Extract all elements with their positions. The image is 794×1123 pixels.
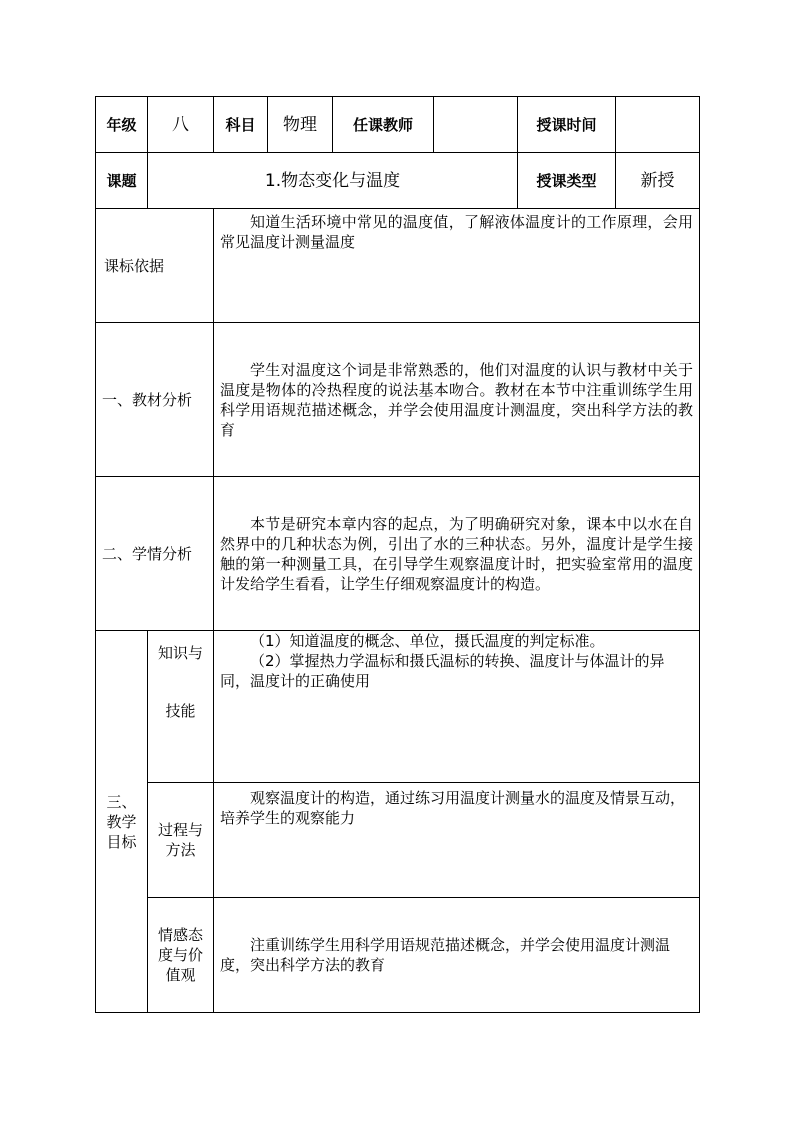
material-text: 学生对温度这个词是非常熟悉的，他们对温度的认识与教材中关于温度是物体的冷热程度的说法基本吻合。教材在本节中注重训练学生用科学用语规范描述概念，并学会使用温度计测温度，突出科学方法的教育 (220, 360, 693, 439)
standard-label: 课标依据 (96, 209, 214, 323)
lesson-plan-table (95, 96, 700, 1013)
teacher-value (434, 97, 518, 153)
lesson-plan-document (95, 96, 699, 1013)
subject-value: 物理 (268, 97, 333, 153)
learners-text: 本节是研究本章内容的起点，为了明确研究对象，课本中以水在自然界中的几种状态为例，引出了水的三种状态。另外，温度计是学生接触的第一种测量工具，在引导学生观察温度计时，把实验室常用的温度计发给学生看看，让学生仔细观察温度计的构造。 (220, 514, 693, 593)
material-cell (214, 323, 700, 477)
emotion-cell (214, 898, 700, 1013)
emotion-label-line1: 情感态 (157, 926, 203, 944)
knowledge-label-line1: 知识与 (157, 644, 203, 662)
time-value (616, 97, 700, 153)
standard-row (96, 209, 700, 323)
knowledge-item-2: （2）掌握热力学温标和摄氏温标的转换、温度计与体温计的异同，温度计的正确使用 (220, 652, 665, 690)
time-label: 授课时间 (518, 97, 616, 153)
goals-label (96, 631, 148, 1013)
learners-row (96, 477, 700, 631)
goals-label-line1: 三、 (106, 792, 137, 811)
topic-label: 课题 (96, 153, 148, 209)
material-label: 一、教材分析 (96, 323, 214, 477)
learners-label: 二、学情分析 (96, 477, 214, 631)
emotion-label-line2: 度与价 (157, 946, 203, 964)
goals-emotion-row (96, 898, 700, 1013)
teacher-label: 任课教师 (333, 97, 434, 153)
emotion-text: 注重训练学生用科学用语规范描述概念，并学会使用温度计测温度，突出科学方法的教育 (220, 936, 671, 974)
topic-row (96, 153, 700, 209)
goals-knowledge-row (96, 631, 700, 783)
learners-cell (214, 477, 700, 631)
process-label-line1: 过程与 (157, 821, 203, 839)
knowledge-label (148, 631, 214, 783)
type-label: 授课类型 (518, 153, 616, 209)
goals-label-line3: 目标 (106, 832, 137, 851)
knowledge-item-1: （1）知道温度的概念、单位，摄氏温度的判定标准。 (250, 632, 605, 650)
standard-text: 知道生活环境中常见的温度值，了解液体温度计的工作原理，会用常见温度计测量温度 (220, 213, 693, 251)
process-cell (214, 783, 700, 898)
goals-process-row (96, 783, 700, 898)
process-text: 观察温度计的构造，通过练习用温度计测量水的温度及情景互动，培养学生的观察能力 (220, 789, 686, 827)
process-label-line2: 方法 (165, 841, 196, 859)
emotion-label-line3: 值观 (165, 966, 196, 984)
standard-cell (214, 209, 700, 323)
material-row (96, 323, 700, 477)
type-value: 新授 (616, 153, 700, 209)
grade-label: 年级 (96, 97, 148, 153)
subject-label: 科目 (214, 97, 268, 153)
emotion-label (148, 898, 214, 1013)
goals-label-line2: 教学 (106, 812, 137, 831)
header-row (96, 97, 700, 153)
grade-value: 八 (148, 97, 214, 153)
topic-value: 1.物态变化与温度 (148, 153, 518, 209)
knowledge-label-line2: 技能 (165, 702, 196, 720)
process-label (148, 783, 214, 898)
knowledge-cell (214, 631, 700, 783)
